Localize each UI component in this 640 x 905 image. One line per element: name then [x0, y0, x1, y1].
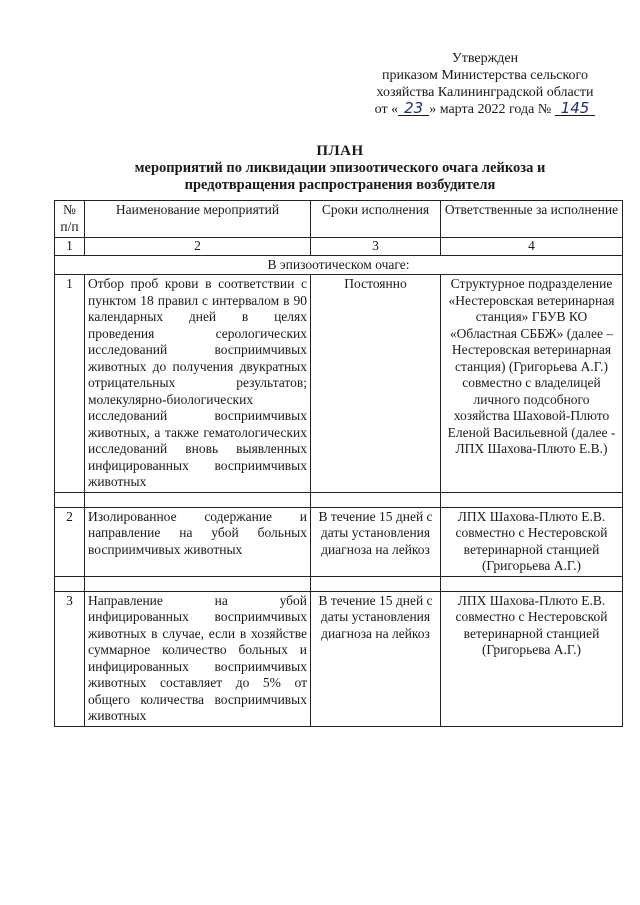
row-number: 2	[55, 507, 85, 576]
header-responsible: Ответственные за исполнение	[441, 201, 623, 238]
table-row-spacer	[55, 576, 623, 591]
row-number: 1	[55, 275, 85, 493]
header-measure: Наименование мероприятий	[85, 201, 311, 238]
plan-subtitle-line1: мероприятий по ликвидации эпизоотического очага лейкоза и	[134, 160, 546, 176]
column-index: 2	[85, 238, 311, 256]
handwritten-order-number: 145	[555, 101, 596, 116]
approval-line-ministry: хозяйства Калининградской области	[376, 85, 594, 100]
date-middle: » марта 2022 года №	[429, 102, 552, 117]
row-number: 3	[55, 591, 85, 726]
row-responsible: ЛПХ Шахова-Плюто Е.В. совместно с Нестеровской ветеринарной станцией (Григорьева А.Г.)	[441, 507, 623, 576]
row-measure: Направление на убой инфицированных восприимчивых животных в случае, если в хозяйстве суммарное количество больных и инфицированных восприимчивых животных составляет до 5% от общего количества восприимчивых животных	[85, 591, 311, 726]
date-prefix: от «	[374, 102, 399, 117]
table-header-row	[55, 201, 623, 238]
table-row	[55, 275, 623, 493]
column-index: 3	[311, 238, 441, 256]
section-title: В эпизоотическом очаге:	[55, 255, 623, 275]
column-index: 1	[55, 238, 85, 256]
approval-stamp	[350, 50, 620, 118]
handwritten-day: 23	[398, 101, 429, 116]
approval-line-approved: Утвержден	[451, 51, 519, 66]
column-index-row	[55, 238, 623, 256]
approval-date-line	[350, 101, 620, 118]
plan-heading: ПЛАН	[316, 143, 364, 159]
row-measure: Отбор проб крови в соответствии с пунктом 18 правил с интервалом в 90 календарных дней в целях проведения серологических исследований восприимчивых животных до получения двукратных отрицательных результатов; молекулярно-биологических исследований восприимчивых животных, а также гематологических исследований вновь выявленных инфицированных восприимчивых животных	[85, 275, 311, 493]
table-row-spacer	[55, 492, 623, 507]
column-index: 4	[441, 238, 623, 256]
plan-subtitle-line2: предотвращения распространения возбудителя	[184, 177, 496, 193]
measures-table	[54, 200, 623, 727]
row-measure: Изолированное содержание и направление на убой больных восприимчивых животных	[85, 507, 311, 576]
approval-line-order: приказом Министерства сельского	[382, 68, 588, 83]
table-row	[55, 507, 623, 576]
table-row	[55, 591, 623, 726]
row-deadline: В течение 15 дней с даты установления диагноза на лейкоз	[311, 591, 441, 726]
row-responsible: ЛПХ Шахова-Плюто Е.В. совместно с Нестеровской ветеринарной станцией (Григорьева А.Г.)	[441, 591, 623, 726]
header-number: № п/п	[55, 201, 85, 238]
document-title	[60, 143, 620, 194]
row-responsible: Структурное подразделение «Нестеровская ветеринарная станция» ГБУВ КО «Областная СББЖ» (далее – Нестеровская ветеринарная станция) (Григорьева А.Г.) совместно с владелицей личного подсобного хозяйства Шаховой-Плюто Еленой Васильевной (далее - ЛПХ Шахова-Плюто Е.В.)	[441, 275, 623, 493]
section-row	[55, 255, 623, 275]
row-deadline: В течение 15 дней с даты установления диагноза на лейкоз	[311, 507, 441, 576]
header-deadline: Сроки исполнения	[311, 201, 441, 238]
row-deadline: Постоянно	[311, 275, 441, 493]
